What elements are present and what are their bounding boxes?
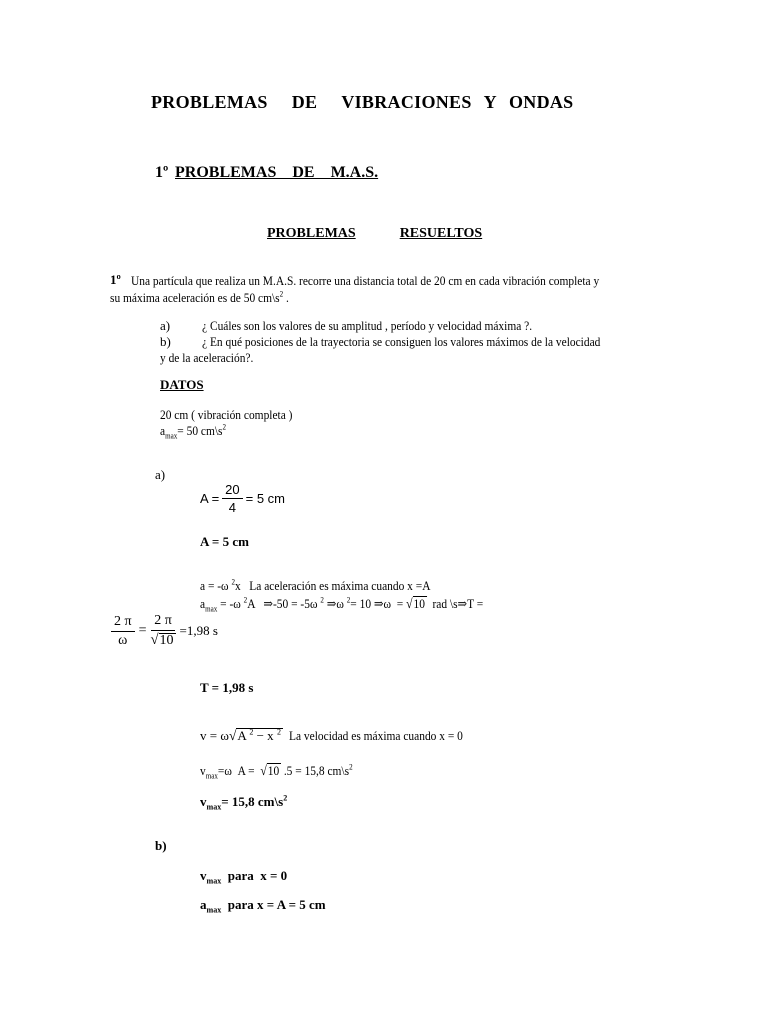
part-b-line2: $a_{max}$ para x = A = 5 cm	[200, 897, 326, 915]
datos-line2: $a_{max}= 50$ $cm\backslash s^2$	[160, 422, 227, 441]
page-title-word: PROBLEMAS	[151, 92, 268, 112]
datos-heading: DATOS	[160, 377, 204, 392]
part-b-line1: $v_{max}$ para x = 0	[200, 868, 288, 886]
velocity-formula: v = ω√A $^2$ − x $^2$ La velocidad es máxima cuando x = 0	[200, 727, 464, 743]
section-number: 1º	[155, 164, 169, 181]
problem-label: 1º	[110, 272, 121, 287]
page-title-word: VIBRACIONES	[341, 92, 472, 112]
period-fraction-2: $\frac{2 \pi}{√10}$	[150, 613, 174, 648]
subsection-word: RESUELTOS	[399, 226, 483, 241]
page-title-word: ONDAS	[508, 92, 574, 112]
question-a: ¿ Cuáles son los valores de su amplitud , período y velocidad máxima ?.	[202, 318, 533, 333]
page-title	[151, 92, 574, 113]
page-title-word: DE	[291, 92, 318, 112]
amax-line: $a_{max} = -\omega$ $^2$A ⇒-50 = -5ω $^2$ ⇒ω $^2$= 10 ⇒ω = √10 rad \s⇒T =	[200, 595, 484, 614]
part-b-label: b)	[155, 838, 167, 853]
period-fraction-1: $\frac{2 \pi}{\omega}$	[111, 615, 135, 648]
part-a-label: a)	[155, 467, 166, 482]
question-b-line2: y de la aceleración?.	[160, 350, 254, 365]
period-formula: $\frac{2 \pi}{\omega}$ = $\frac{2 \pi}{√10}$ =1,98 s	[111, 614, 218, 649]
problem-statement-line1: Una partícula que realiza un M.A.S. recorre una distancia total de 20 cm en cada vibración completa y	[131, 273, 600, 288]
sqrt-ten: 10	[413, 596, 425, 611]
subsection-title	[267, 226, 482, 242]
section-title: PROBLEMAS DE M.A.S.	[175, 164, 379, 181]
question-a-label: a)	[160, 318, 171, 333]
vmax-line: $v_{max}=\omega$ A = √10 .5 = 15,8 $cm\backslash s^2$	[200, 762, 353, 781]
amplitude-result: A = 5 cm	[200, 534, 249, 549]
subsection-word: PROBLEMAS	[267, 226, 356, 241]
amplitude-formula: A = $\frac{20}{4}$ = 5 cm	[200, 482, 286, 515]
page-title-word: Y	[483, 92, 497, 112]
question-b-line1: ¿ En qué posiciones de la trayectoria se consiguen los valores máximos de la velocidad	[202, 334, 601, 349]
question-b-label: b)	[160, 334, 171, 349]
datos-line1: 20 cm ( vibración completa )	[160, 407, 293, 422]
period-result: T = 1,98 s	[200, 680, 254, 695]
amplitude-fraction: $\frac{20}{4}$	[222, 483, 242, 514]
vmax-result: $v_{max}= 15,8$ $cm\backslash s^2$	[200, 793, 288, 812]
problem-statement-line2: su máxima aceleración es de 50 $cm\backslash s^2$ .	[110, 289, 289, 305]
acceleration-line: a = -ω $^2$x La aceleración es máxima cuando x =A	[200, 577, 431, 593]
